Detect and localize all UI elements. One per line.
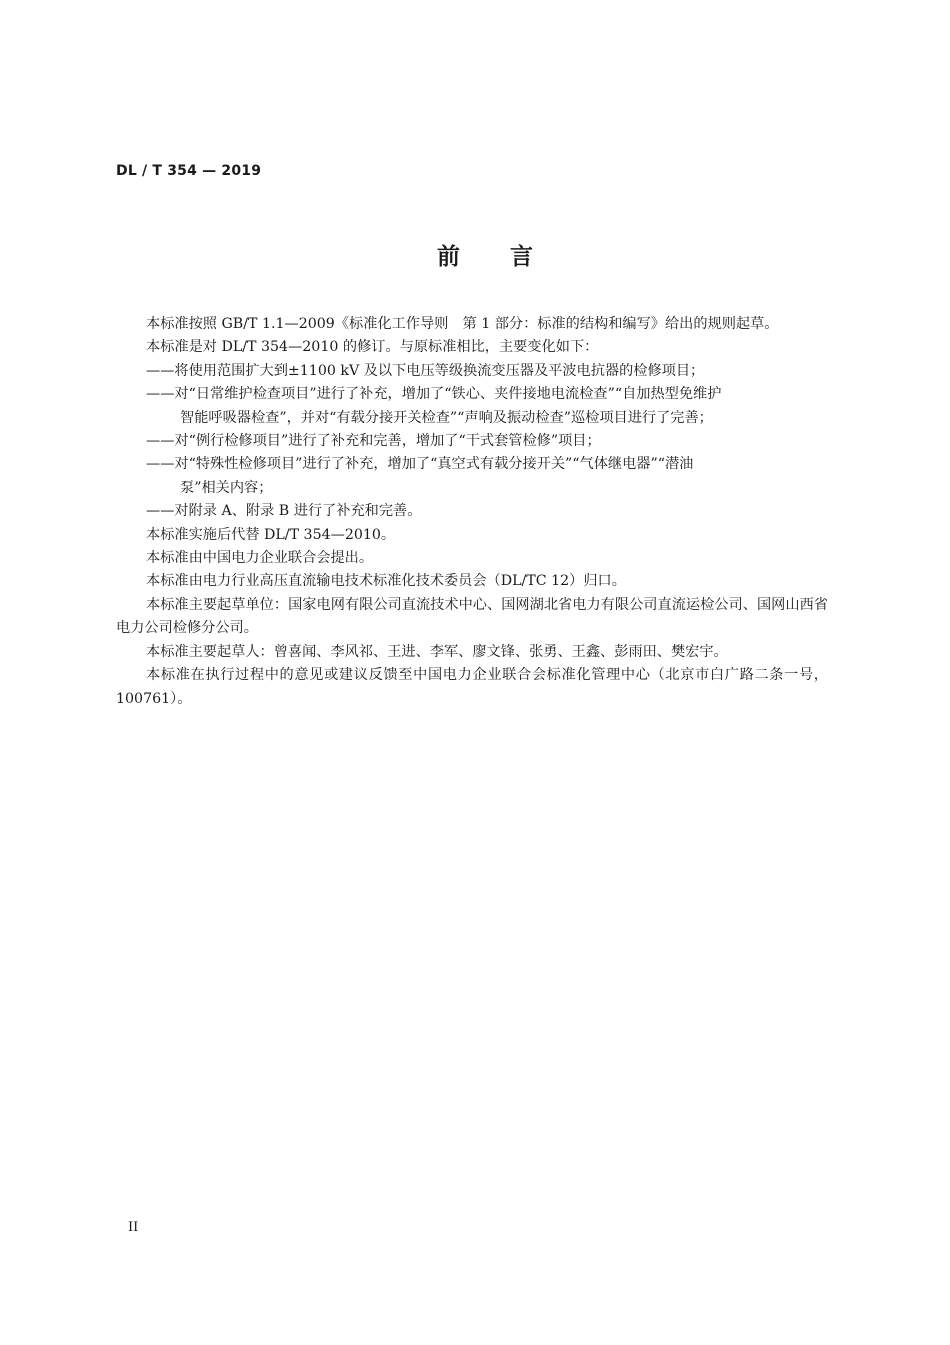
- change-item-1: ——将使用范围扩大到±1100 kV 及以下电压等级换流变压器及平波电抗器的检修项目；: [146, 362, 705, 379]
- change-item-5: ——对附录 A、附录 B 进行了补充和完善。: [146, 503, 422, 520]
- paragraph-revision-intro: 本标准是对 DL/T 354—2010 的修订。与原标准相比，主要变化如下：: [146, 339, 599, 356]
- change-item-3: ——对“例行检修项目”进行了补充和完善，增加了“干式套管检修”项目；: [146, 433, 601, 450]
- page-number: II: [128, 1220, 139, 1235]
- paragraph-drafters: 本标准主要起草人：曾喜闻、李风祁、王进、李军、廖文锋、张勇、王鑫、彭雨田、樊宏宇。: [146, 643, 728, 660]
- paragraph-proposed-by: 本标准由中国电力企业联合会提出。: [146, 550, 374, 567]
- change-item-4-line2: 泵”相关内容；: [180, 479, 273, 496]
- paragraph-drafting-units: 本标准主要起草单位：国家电网有限公司直流技术中心、国网湖北省电力有限公司直流运检公司、国网山西省电力公司检修分公司。: [116, 596, 828, 637]
- standard-code-header: DL / T 354 — 2019: [116, 163, 262, 179]
- change-item-2-line1: ——对“日常维护检查项目”进行了补充，增加了“铁心、夹件接地电流检查”“自加热型免维护: [146, 386, 722, 403]
- paragraph-feedback: 本标准在执行过程中的意见或建议反馈至中国电力企业联合会标准化管理中心（北京市白广路二条一号，100761）。: [116, 667, 828, 707]
- title-char-1: 前: [437, 244, 460, 270]
- change-item-4-line1: ——对“特殊性检修项目”进行了补充，增加了“真空式有载分接开关”“气体继电器”“潜油: [146, 456, 694, 473]
- paragraph-drafting-rules: 本标准按照 GB/T 1.1—2009《标准化工作导则 第 1 部分：标准的结构和编写》给出的规则起草。: [146, 316, 779, 332]
- paragraph-replaces: 本标准实施后代替 DL/T 354—2010。: [146, 526, 396, 543]
- foreword-body: [116, 313, 828, 711]
- paragraph-centralized-by: 本标准由电力行业高压直流输电技术标准化技术委员会（DL/TC 12）归口。: [146, 573, 626, 590]
- change-item-2-line2: 智能呼吸器检查”，并对“有载分接开关检查”“声响及振动检查”巡检项目进行了完善；: [180, 409, 713, 426]
- title-char-2: 言: [510, 244, 533, 270]
